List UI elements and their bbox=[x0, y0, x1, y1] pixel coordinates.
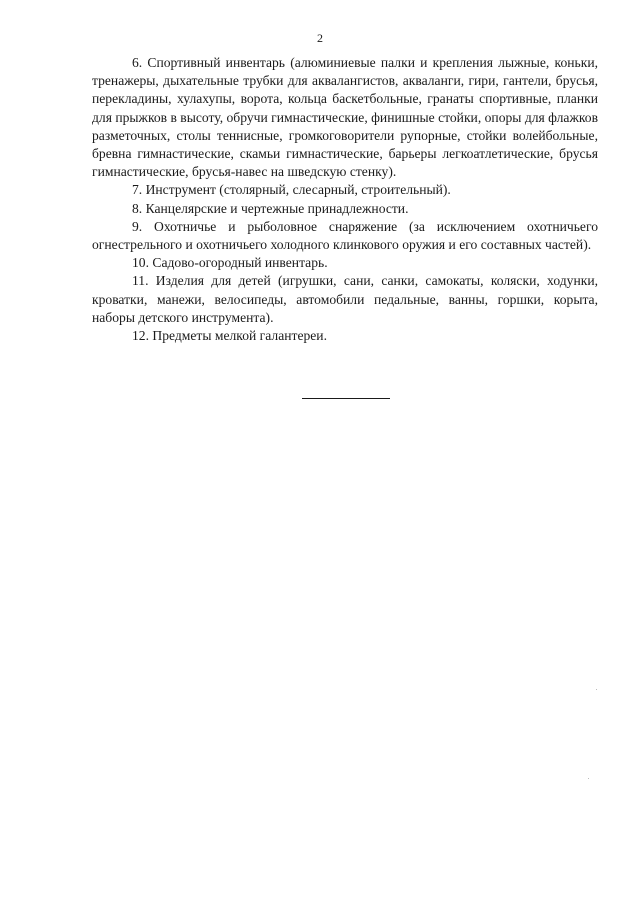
document-body bbox=[92, 54, 598, 345]
end-separator-line bbox=[302, 398, 390, 399]
page-number: 2 bbox=[317, 31, 323, 45]
scan-speck bbox=[596, 689, 597, 690]
list-item-9: 9. Охотничье и рыболовное снаряжение (за исключением охотничьего огнестрельного и охотничьего холодного клинкового оружия и его составных частей). bbox=[92, 218, 598, 253]
scan-speck bbox=[588, 778, 589, 779]
list-item-8: 8. Канцелярские и чертежные принадлежности. bbox=[132, 200, 409, 216]
list-item-11: 11. Изделия для детей (игрушки, сани, санки, самокаты, коляски, ходунки, кроватки, манежи, велосипеды, автомобили педальные, ванны, горшки, корыта, наборы детского инструмента). bbox=[92, 273, 598, 325]
list-item-7: 7. Инструмент (столярный, слесарный, строительный). bbox=[132, 182, 451, 198]
list-item-12: 12. Предметы мелкой галантереи. bbox=[132, 328, 327, 344]
list-item-6: 6. Спортивный инвентарь (алюминиевые палки и крепления лыжные, коньки, тренажеры, дыхательные трубки для аквалангистов, акваланги, гири, гантели, брусья, перекладины, хулахупы, ворота, кольца баскетбольные, гранаты спортивные, планки для прыжков в высоту, обручи гимнастические, финишные стойки, опоры для флажков разметочных, столы теннисные, громкоговорители рупорные, стойки волейбольные, бревна гимнастические, скамьи гимнастические, барьеры легкоатлетические, брусья гимнастические, брусья-навес на шведскую стенку). bbox=[92, 55, 598, 180]
list-item-10: 10. Садово-огородный инвентарь. bbox=[132, 255, 328, 271]
